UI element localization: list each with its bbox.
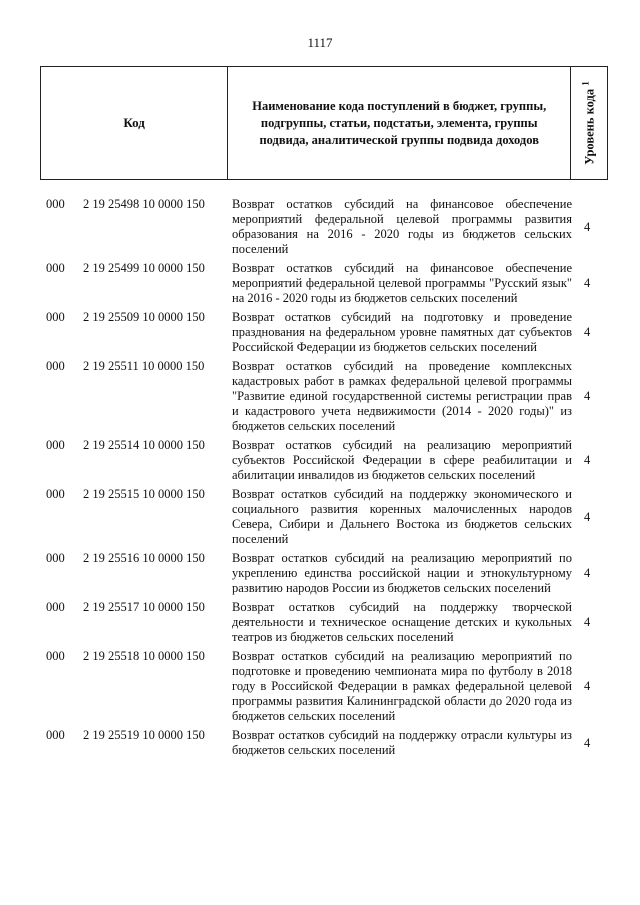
- row-code: 2 19 25517 10 0000 150: [83, 600, 205, 614]
- row-prefix: 000: [46, 551, 65, 565]
- row-description: Возврат остатков субсидий на финансовое обеспечение мероприятий федеральной целевой программы развития образования на 2016 - 2020 годы из бюджетов сельских поселений: [232, 197, 572, 256]
- row-code: 2 19 25519 10 0000 150: [83, 728, 205, 742]
- row-prefix: 000: [46, 649, 65, 663]
- table-row: [0, 728, 640, 758]
- table-row: [0, 438, 640, 483]
- row-description: Возврат остатков субсидий на поддержку экономического и социального развития коренных малочисленных народов Севера, Сибири и Дальнего Востока из бюджетов сельских поселений: [232, 487, 572, 546]
- row-code: 2 19 25516 10 0000 150: [83, 551, 205, 565]
- row-level: 4: [584, 453, 591, 467]
- row-prefix: 000: [46, 728, 65, 742]
- row-level: 4: [584, 219, 591, 234]
- row-description: Возврат остатков субсидий на реализацию мероприятий по подготовке и проведению чемпионата мира по футболу в 2018 году в Российской Федерации в рамках федеральной целевой программы развития Калининградской области до 2020 года из бюджетов сельских поселений: [232, 649, 572, 723]
- row-prefix: 000: [46, 310, 65, 324]
- table-row: [0, 551, 640, 596]
- page-number: 1117: [307, 35, 333, 50]
- table-row: [0, 359, 640, 434]
- header-level-cell: [571, 67, 607, 179]
- header-level-footnote: 1: [580, 81, 591, 86]
- row-prefix: 000: [46, 438, 65, 452]
- table-row: [0, 197, 640, 257]
- row-prefix: 000: [46, 197, 65, 211]
- row-level: 4: [584, 615, 591, 629]
- table-row: [0, 487, 640, 547]
- header-name: Наименование кода поступлений в бюджет, группы, подгруппы, статьи, подстатьи, элемента, группы подвида, аналитической группы подвида доходов: [228, 67, 571, 179]
- row-level: 4: [584, 735, 591, 750]
- header-code: Код: [41, 67, 228, 179]
- header-level: [580, 81, 597, 164]
- row-prefix: 000: [46, 261, 65, 275]
- row-code: 2 19 25499 10 0000 150: [83, 261, 205, 275]
- table-row: [0, 261, 640, 306]
- row-description: Возврат остатков субсидий на подготовку и проведение празднования на федеральном уровне памятных дат субъектов Российской Федерации из бюджетов сельских поселений: [232, 310, 572, 354]
- row-description: Возврат остатков субсидий на реализацию мероприятий субъектов Российской Федерации в сфере реабилитации и абилитации инвалидов из бюджетов сельских поселений: [232, 438, 572, 482]
- table-body: [0, 197, 640, 758]
- row-prefix: 000: [46, 359, 65, 373]
- row-level: 4: [584, 509, 591, 524]
- row-description: Возврат остатков субсидий на реализацию мероприятий по укреплению единства российской нации и этнокультурному развитию народов России из бюджетов сельских поселений: [232, 551, 572, 595]
- row-level: 4: [584, 276, 591, 290]
- row-description: Возврат остатков субсидий на поддержку творческой деятельности и техническое оснащение детских и кукольных театров из бюджетов сельских поселений: [232, 600, 572, 644]
- table-row: [0, 310, 640, 355]
- table-row: [0, 600, 640, 645]
- row-code: 2 19 25511 10 0000 150: [83, 359, 205, 373]
- row-code: 2 19 25509 10 0000 150: [83, 310, 205, 324]
- row-code: 2 19 25515 10 0000 150: [83, 487, 205, 501]
- row-code: 2 19 25498 10 0000 150: [83, 197, 205, 211]
- row-prefix: 000: [46, 487, 65, 501]
- row-description: Возврат остатков субсидий на поддержку отрасли культуры из бюджетов сельских поселений: [232, 728, 572, 757]
- table-row: [0, 649, 640, 724]
- row-level: 4: [584, 389, 591, 403]
- row-description: Возврат остатков субсидий на проведение комплексных кадастровых работ в рамках федеральной целевой программы "Развитие единой государственной системы регистрации прав и кадастрового учета недвижимости (2014 - 2020 годы)" из бюджетов сельских поселений: [232, 359, 572, 433]
- header-level-label: Уровень кода: [582, 88, 597, 165]
- table-header: [40, 66, 608, 180]
- row-level: 4: [584, 566, 591, 580]
- row-code: 2 19 25514 10 0000 150: [83, 438, 205, 452]
- row-level: 4: [584, 679, 591, 693]
- row-level: 4: [584, 325, 591, 339]
- row-description: Возврат остатков субсидий на финансовое обеспечение мероприятий федеральной целевой программы "Русский язык" на 2016 - 2020 годы из бюджетов сельских поселений: [232, 261, 572, 305]
- row-code: 2 19 25518 10 0000 150: [83, 649, 205, 663]
- row-prefix: 000: [46, 600, 65, 614]
